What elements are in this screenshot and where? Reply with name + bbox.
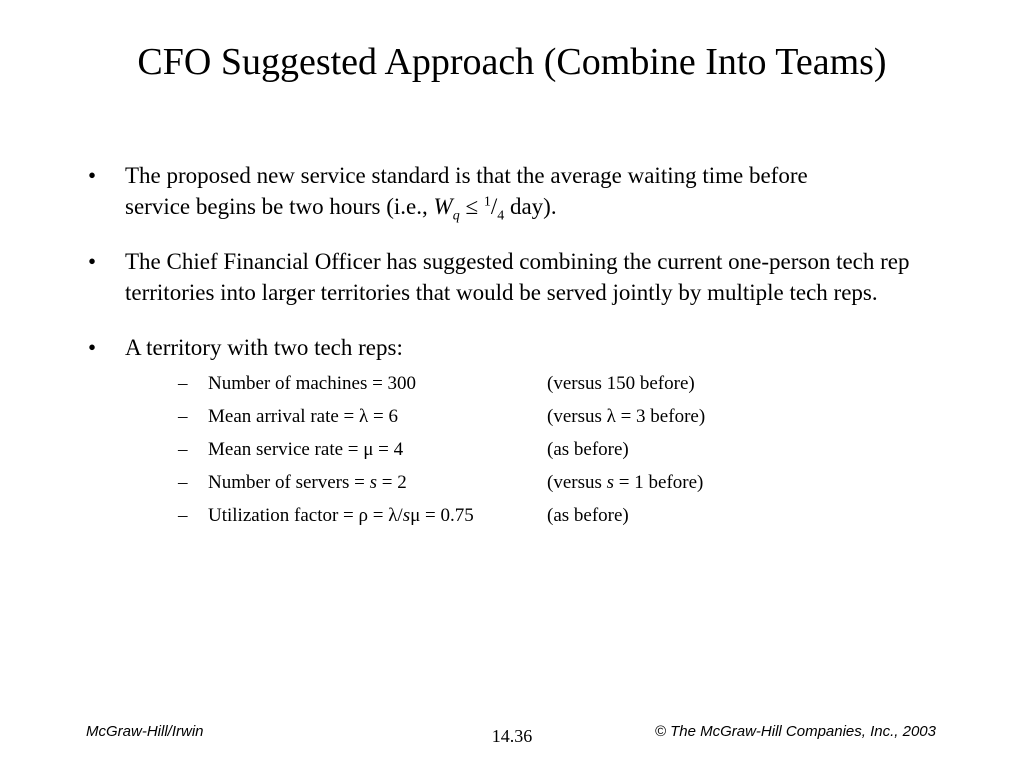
bullet-item-standard — [88, 160, 968, 222]
bullet-marker: • — [88, 163, 97, 188]
slide-title: CFO Suggested Approach (Combine Into Teams) — [137, 41, 887, 83]
bullet-marker: • — [88, 335, 97, 360]
sub-item-right: (versus 150 before) — [547, 373, 695, 394]
dash-marker: – — [178, 439, 188, 460]
fraction-denominator: 4 — [497, 208, 505, 224]
bullet-item-cfo — [88, 246, 968, 308]
formula-variable: s — [606, 472, 615, 493]
footer-publisher: McGraw-Hill/Irwin — [86, 723, 204, 740]
sub-item-left-prefix: Number of servers = — [208, 472, 370, 493]
dash-marker: – — [178, 406, 188, 427]
sub-item-left-suffix: μ = 0.75 — [410, 505, 474, 526]
bullet-item-territory — [88, 332, 968, 532]
bullet-text-line1: The proposed new service standard is that the average waiting time before — [125, 163, 808, 188]
formula-suffix: day). — [504, 194, 557, 219]
formula-subscript: q — [452, 208, 460, 224]
formula-operator: ≤ — [459, 194, 484, 219]
footer-copyright: © The McGraw-Hill Companies, Inc., 2003 — [654, 723, 936, 740]
dash-marker: – — [178, 472, 188, 493]
formula-variable: s — [369, 472, 378, 493]
formula-variable: s — [402, 505, 411, 526]
sub-list — [125, 367, 968, 532]
fraction-numerator: 1 — [483, 194, 491, 210]
sub-item-right: (versus λ = 3 before) — [547, 406, 706, 427]
sub-item-left — [208, 499, 547, 532]
sub-item-right-suffix: = 1 before) — [614, 472, 704, 493]
footer-slide-number: 14.36 — [491, 726, 533, 746]
sub-item-right: (as before) — [547, 505, 629, 526]
sub-item-servers — [125, 466, 968, 499]
dash-marker: – — [178, 373, 188, 394]
bullet-text: The Chief Financial Officer has suggested combining the current one-person tech rep territories into larger territories that would be served jointly by multiple tech reps. — [125, 249, 910, 305]
sub-item-utilization — [125, 499, 968, 532]
sub-item-left — [208, 466, 547, 499]
bullet-text-line2: service begins be two hours (i.e., — [125, 194, 434, 219]
sub-item-left-prefix: Utilization factor = ρ = λ/ — [208, 505, 403, 526]
sub-item-service-rate — [125, 433, 968, 466]
sub-item-left-suffix: = 2 — [377, 472, 407, 493]
dash-marker: – — [178, 505, 188, 526]
sub-item-right — [547, 466, 703, 499]
bullet-marker: • — [88, 249, 97, 274]
formula-variable: W — [433, 194, 453, 219]
sub-item-left: Number of machines = 300 — [208, 373, 417, 394]
fraction-slash: / — [490, 194, 498, 219]
sub-item-right-prefix: (versus — [547, 472, 607, 493]
bullet-list — [88, 160, 968, 556]
sub-item-machines — [125, 367, 968, 400]
sub-item-right: (as before) — [547, 439, 629, 460]
sub-item-arrival-rate — [125, 400, 968, 433]
sub-item-left: Mean arrival rate = λ = 6 — [208, 406, 398, 427]
bullet-text: A territory with two tech reps: — [125, 335, 403, 360]
sub-item-left: Mean service rate = μ = 4 — [208, 439, 404, 460]
